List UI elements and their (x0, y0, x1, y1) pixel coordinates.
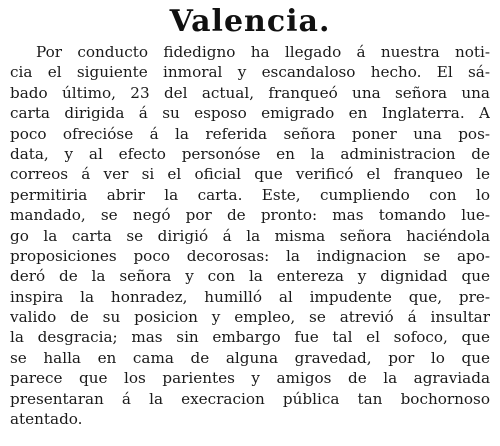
article-body (10, 42, 490, 429)
text-line: carta dirigida á su esposo emigrado en Inglaterra. A (10, 104, 490, 123)
text-line: presentaran á la execracion pública tan bochornoso (10, 389, 490, 408)
text-line: valido de su posicion y empleo, se atrevió á insultar (10, 308, 490, 327)
text-line: inspira la honradez, humilló al impudente que, pre- (10, 287, 490, 306)
text-line: la desgracia; mas sin embargo fue tal el sofoco, que (10, 328, 490, 347)
article-title: Valencia. (169, 4, 331, 39)
text-line: se halla en cama de alguna gravedad, por lo que (10, 348, 490, 367)
text-line: proposiciones poco decorosas: la indignacion se apo- (10, 246, 490, 265)
text-line: poco ofrecióse á la referida señora poner una pos- (10, 124, 490, 143)
text-line: atentado. (10, 410, 83, 429)
text-line: deró de la señora y con la entereza y dignidad que (10, 267, 490, 286)
text-line: permitiria abrir la carta. Este, cumpliendo con lo (10, 185, 490, 204)
text-line: data, y al efecto personóse en la administracion de (10, 144, 490, 163)
text-line: go la carta se dirigió á la misma señora haciéndola (10, 226, 490, 245)
text-line: bado último, 23 del actual, franqueó una señora una (10, 83, 490, 102)
text-line: Por conducto fidedigno ha llegado á nuestra noti- (36, 43, 490, 61)
text-line: correos á ver si el oficial que verificó el franqueo le (10, 165, 490, 184)
text-line: mandado, se negó por de pronto: mas tomando lue- (10, 206, 490, 225)
text-line: cia el siguiente inmoral y escandaloso hecho. El sá- (10, 63, 490, 82)
text-line: parece que los parientes y amigos de la agraviada (10, 369, 490, 388)
